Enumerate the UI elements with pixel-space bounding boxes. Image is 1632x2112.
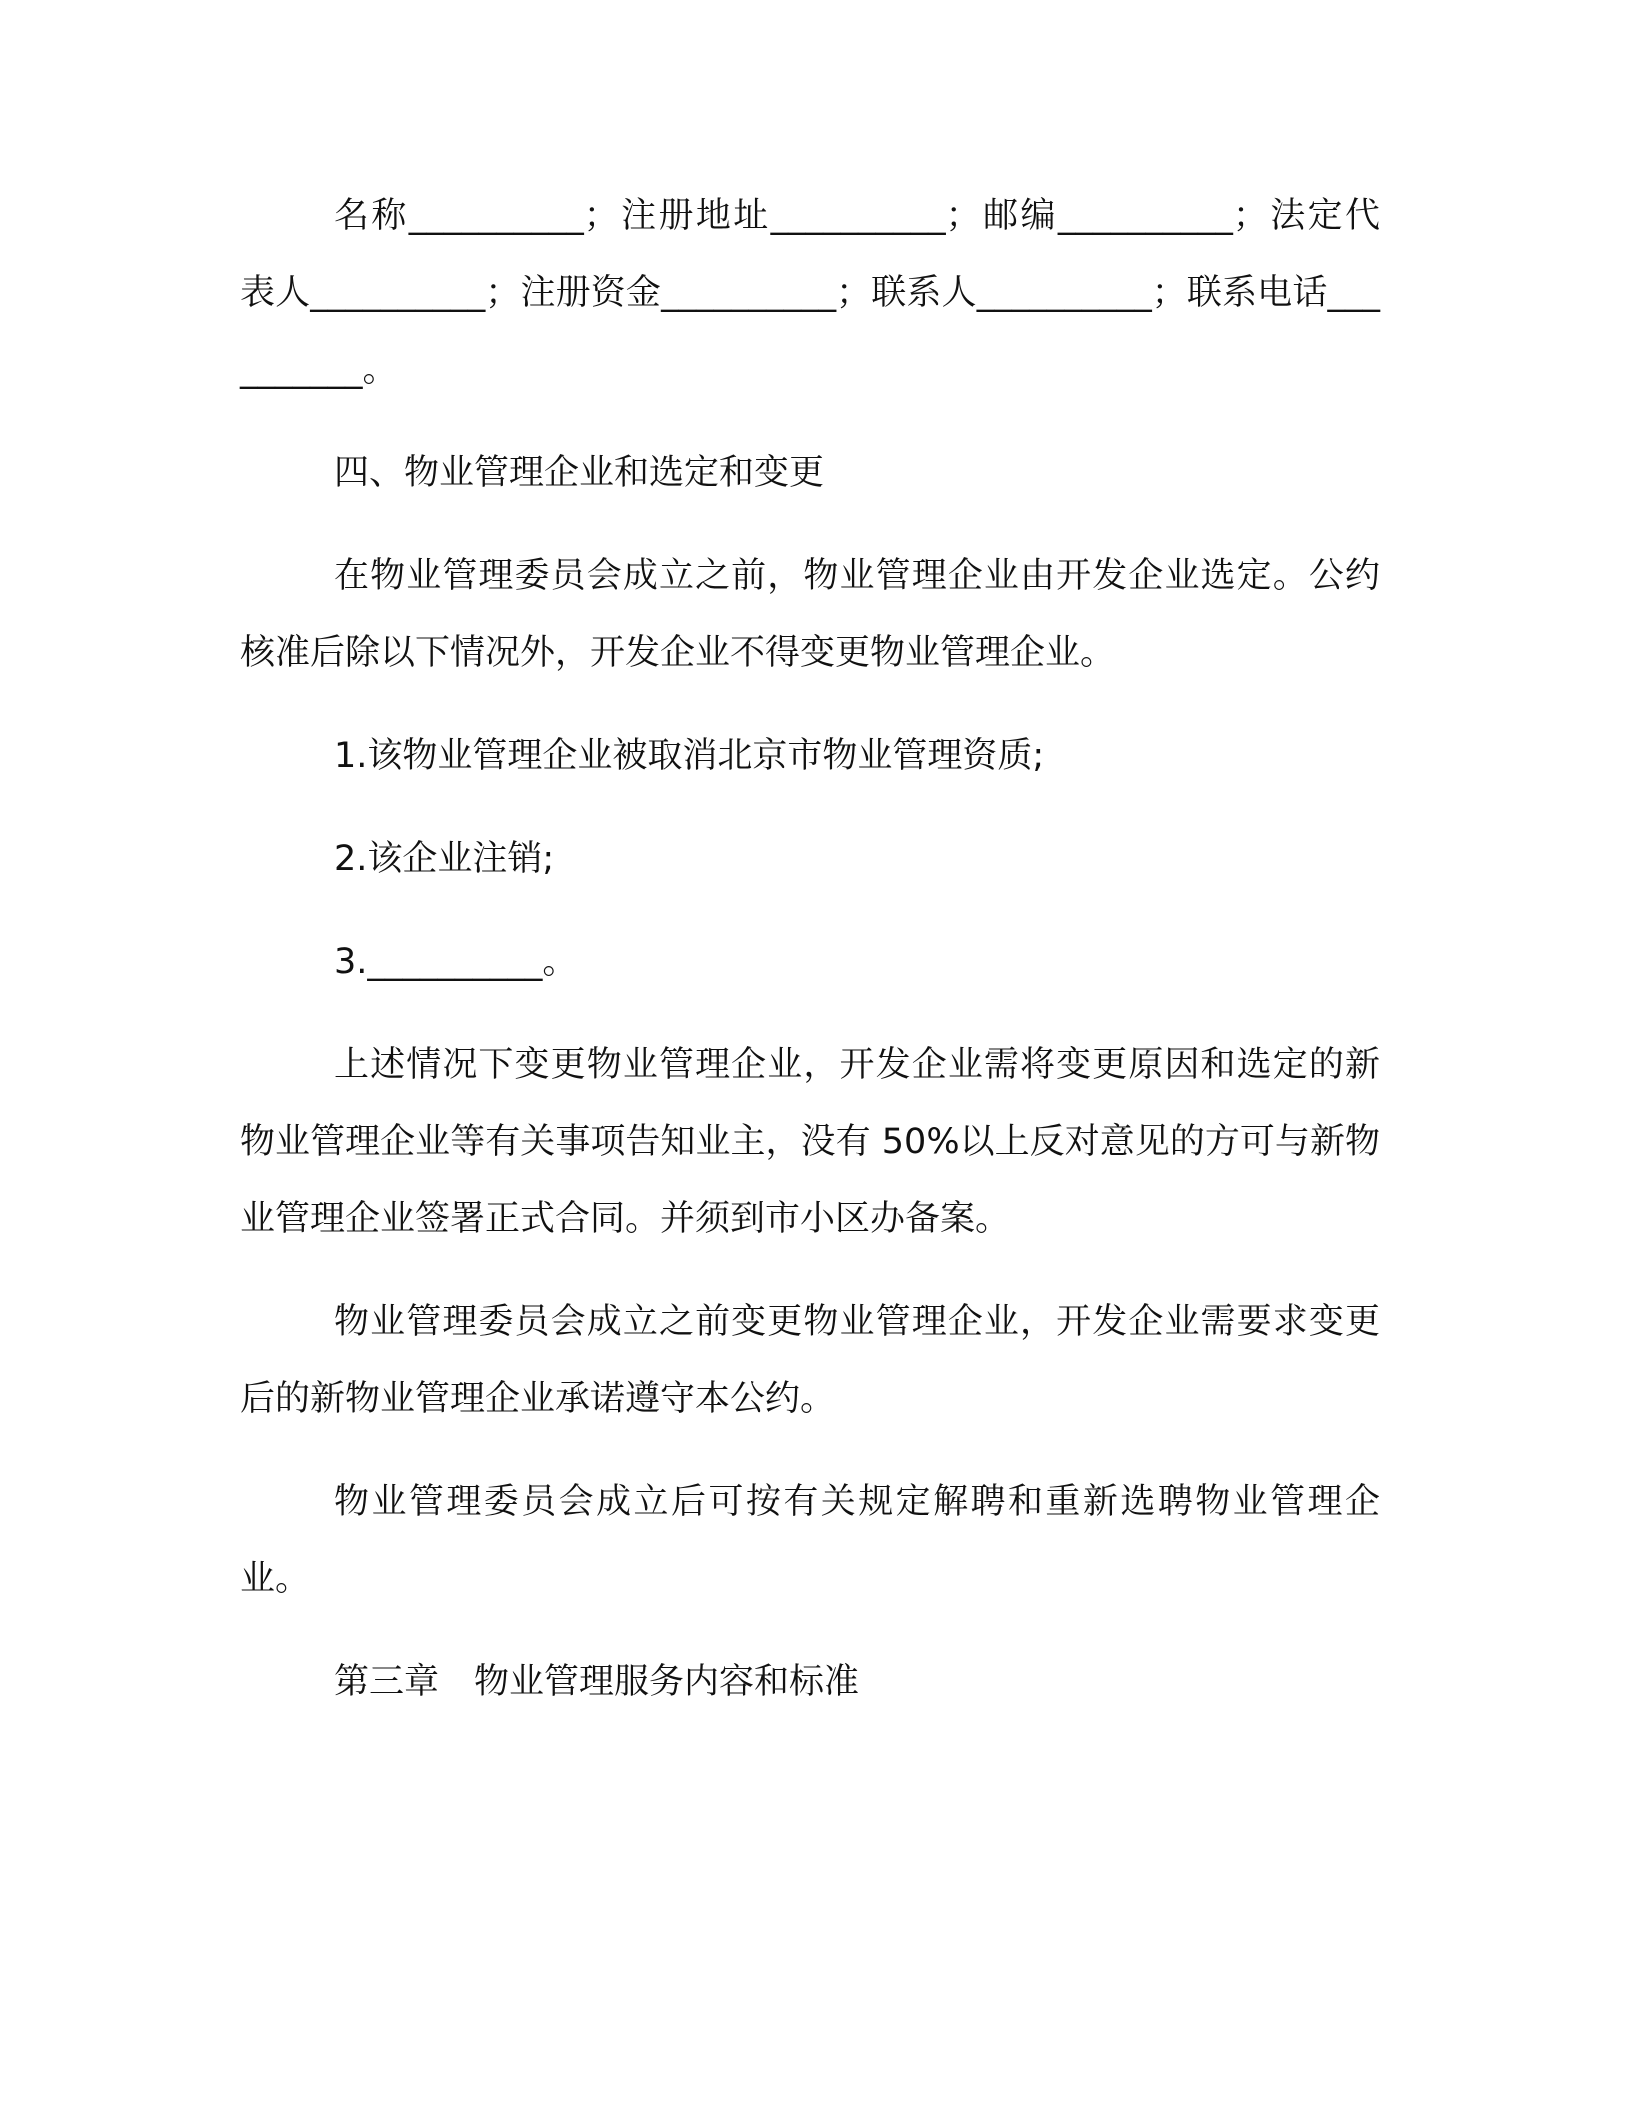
document-body (240, 178, 1380, 1721)
commitment-paragraph: 物业管理委员会成立之前变更物业管理企业，开发企业需要求变更后的新物业管理企业承诺遵守本公约。 (240, 1302, 1380, 1419)
spacer (240, 512, 1380, 538)
change-procedure-paragraph: 上述情况下变更物业管理企业，开发企业需将变更原因和选定的新物业管理企业等有关事项告知业主，没有 50%以上反对意见的方可与新物业管理企业签署正式合同。并须到市小区办备案。 (240, 1045, 1380, 1239)
list-item-1: 1.该物业管理企业被取消北京市物业管理资质; (334, 736, 1045, 776)
spacer (240, 1001, 1380, 1027)
spacer (240, 898, 1380, 924)
spacer (240, 1618, 1380, 1644)
spacer (240, 1258, 1380, 1284)
after-committee-paragraph: 物业管理委员会成立后可按有关规定解聘和重新选聘物业管理企业。 (240, 1482, 1380, 1599)
section-four-heading: 四、物业管理企业和选定和变更 (334, 453, 825, 493)
list-item-3: 3.__________。 (334, 942, 578, 982)
selection-rule-paragraph: 在物业管理委员会成立之前，物业管理企业由开发企业选定。公约核准后除以下情况外，开发企业不得变更物业管理企业。 (240, 556, 1380, 673)
list-item-2: 2.该企业注销; (334, 839, 555, 879)
company-info-paragraph: 名称__________；注册地址__________；邮编__________；法定代表人__________；注册资金__________；联系人__________；联系电话__________。 (240, 196, 1380, 390)
chapter-three-heading: 第三章 物业管理服务内容和标准 (334, 1662, 860, 1702)
spacer (240, 692, 1380, 718)
spacer (240, 1438, 1380, 1464)
spacer (240, 795, 1380, 821)
spacer (240, 409, 1380, 435)
